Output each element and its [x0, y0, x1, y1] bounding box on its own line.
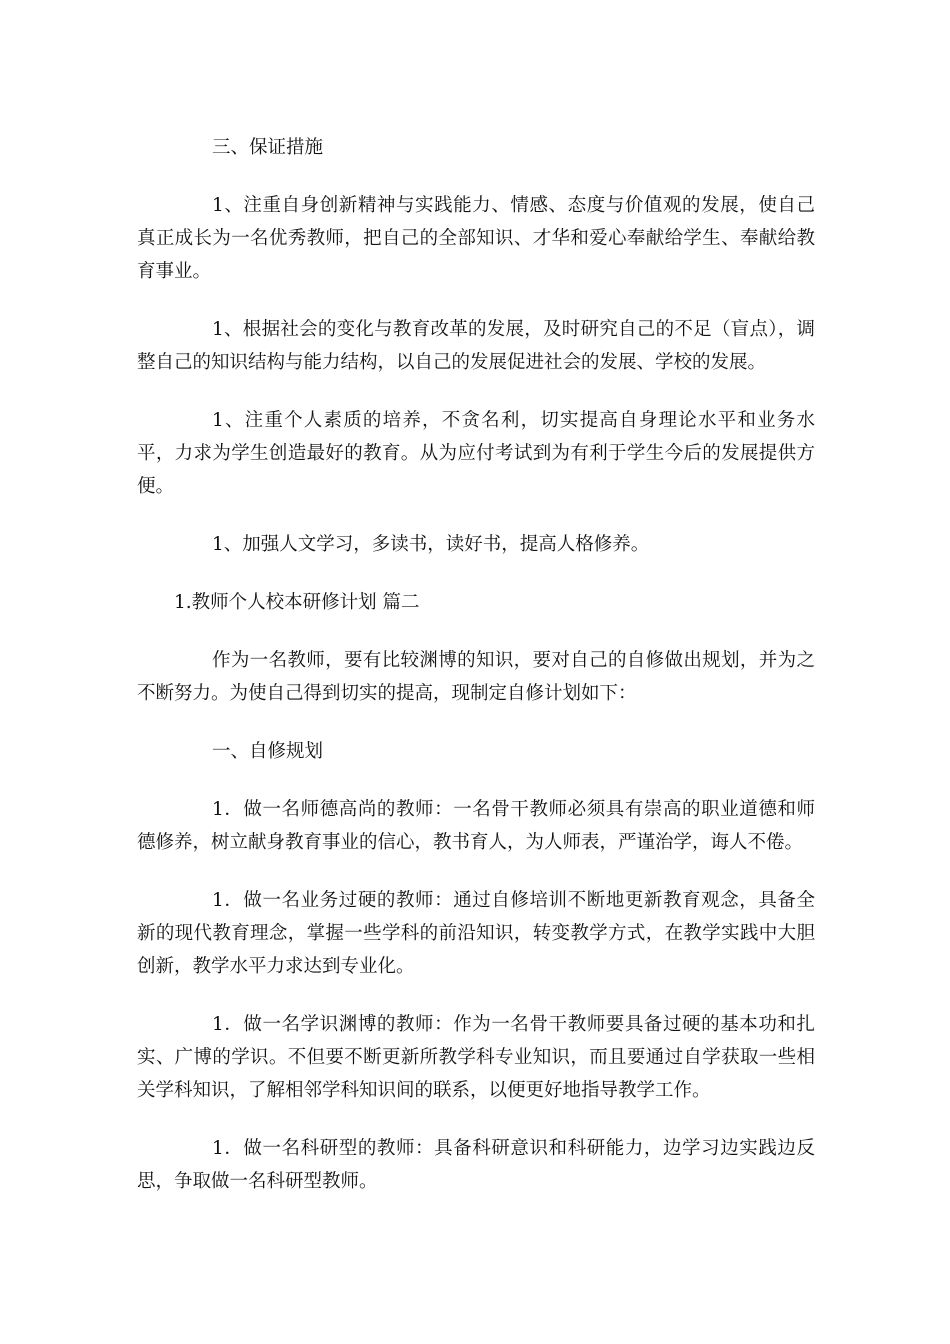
- paragraph-measure-1: 1、注重自身创新精神与实践能力、情感、态度与价值观的发展，使自己真正成长为一名优秀教师，把自己的全部知识、才华和爱心奉献给学生、奉献给教育事业。: [137, 195, 815, 282]
- article-heading-part-two: 1.教师个人校本研修计划 篇二: [174, 592, 420, 613]
- paragraph-measure-4: 1、加强人文学习，多读书，读好书，提高人格修养。: [212, 534, 650, 555]
- paragraph-plan-4: 1．做一名科研型的教师：具备科研意识和科研能力，边学习边实践边反思，争取做一名科研型教师。: [137, 1138, 815, 1192]
- paragraph-measure-3: 1、注重个人素质的培养，不贪名利，切实提高自身理论水平和业务水平，力求为学生创造最好的教育。从为应付考试到为有利于学生今后的发展提供方便。: [137, 410, 815, 497]
- paragraph-measure-2: 1、根据社会的变化与教育改革的发展，及时研究自己的不足（盲点），调整自己的知识结构与能力结构，以自己的发展促进社会的发展、学校的发展。: [137, 319, 815, 373]
- paragraph-plan-2: 1．做一名业务过硬的教师：通过自修培训不断地更新教育观念，具备全新的现代教育理念，掌握一些学科的前沿知识，转变教学方式，在教学实践中大胆创新，教学水平力求达到专业化。: [137, 890, 815, 977]
- section-heading-self-study-plan: 一、自修规划: [212, 741, 324, 762]
- paragraph-intro: 作为一名教师，要有比较渊博的知识，要对自己的自修做出规划，并为之不断努力。为使自己得到切实的提高，现制定自修计划如下：: [137, 650, 815, 704]
- document-page: [137, 131, 815, 1223]
- paragraph-plan-1: 1．做一名师德高尚的教师：一名骨干教师必须具有崇高的职业道德和师德修养，树立献身教育事业的信心，教书育人，为人师表，严谨治学，诲人不倦。: [137, 799, 815, 853]
- section-heading-guarantee-measures: 三、保证措施: [212, 137, 324, 158]
- paragraph-plan-3: 1．做一名学识渊博的教师：作为一名骨干教师要具备过硬的基本功和扎实、广博的学识。不但要不断更新所教学科专业知识，而且要通过自学获取一些相关学科知识，了解相邻学科知识间的联系，以便更好地指导教学工作。: [137, 1014, 815, 1101]
